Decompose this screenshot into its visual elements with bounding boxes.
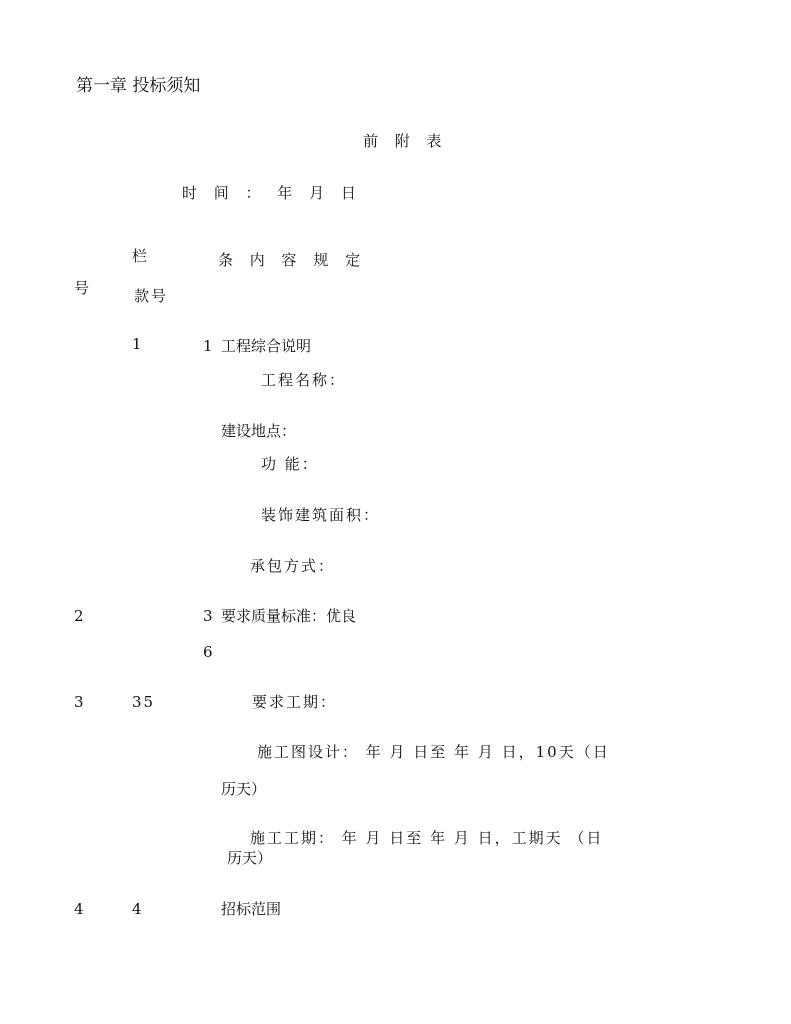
row3-line1: 要求工期： (252, 693, 338, 711)
row1-line5: 装饰建筑面积： (261, 506, 381, 524)
row1-line1: 工程综合说明 (221, 337, 312, 355)
row2-col1: 2 (74, 607, 84, 625)
header-col1-bottom: 号 (74, 279, 90, 297)
row4-col2: 4 (132, 900, 142, 918)
row4-line1: 招标范围 (221, 900, 282, 918)
row3-col2: 35 (132, 693, 156, 711)
row2-line1: 要求质量标准：优良 (221, 607, 357, 625)
row2-col2-extra: 6 (203, 643, 213, 661)
header-col1-top: 栏 (132, 247, 148, 265)
row3-line2: 施工图设计： 年 月 日至 年 月 日，10天（日 (257, 743, 610, 761)
header-col3: 条 内 容 规 定 (218, 251, 367, 269)
row1-col1: 1 (132, 335, 142, 353)
row2-col2: 3 (203, 607, 213, 625)
chapter-title: 第一章 投标须知 (76, 76, 201, 96)
row1-line2: 工程名称： (261, 371, 347, 389)
row3-col1: 3 (74, 693, 84, 711)
row1-line3: 建设地点： (221, 422, 297, 440)
table-title: 前 附 表 (363, 132, 448, 150)
row3-line3: 历天） (221, 780, 267, 798)
row3-line4: 施工工期： 年 月 日至 年 月 日，工期天 （日 (250, 829, 604, 847)
time-line: 时 间 ： 年 月 日 (182, 184, 362, 202)
row3-line5: 历天） (227, 849, 273, 867)
row1-line6: 承包方式： (250, 557, 336, 575)
row1-line4: 功 能： (261, 455, 319, 473)
row4-col1: 4 (74, 900, 84, 918)
row1-col2: 1 (203, 337, 213, 355)
header-col2: 款号 (134, 287, 169, 305)
